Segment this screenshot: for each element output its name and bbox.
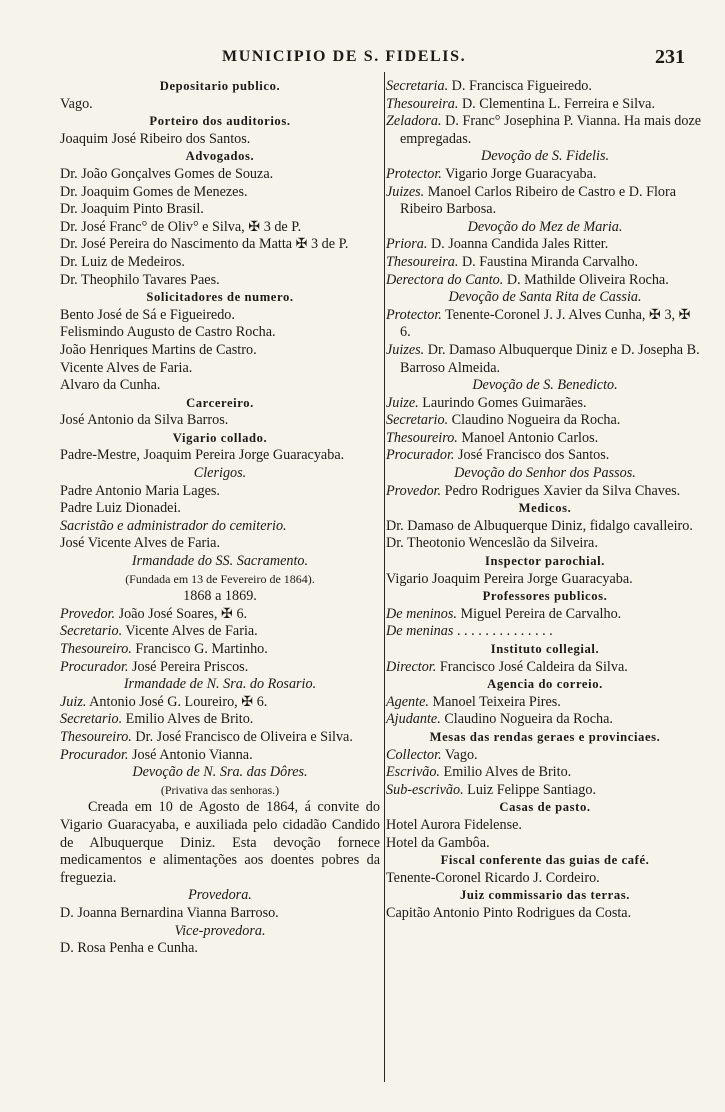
page-header (0, 46, 725, 72)
entry-line (386, 447, 704, 465)
entry-role: Thesoureiro. (60, 728, 132, 745)
entry-line (60, 641, 380, 659)
entry-text: Dr. Damaso Albuquerque Diniz e D. Josepha B. Barroso Almeida. (400, 341, 700, 376)
entry-text: Miguel Pereira de Carvalho. (460, 605, 622, 622)
entry-text: Vicente Alves de Faria. (60, 359, 193, 376)
entry-line (60, 940, 380, 958)
entry-text: Irmandade de N. Sra. do Rosario. (123, 676, 317, 693)
entry-line (386, 184, 704, 219)
entry-text: Creada em 10 de Agosto de 1864, á convite do Vigario Guaracyaba, e auxiliada pelo cidadão Candido de Albuquerque Diniz. Esta devoção fornece medicamentos e alimentações aos doentes pobres da freguezia. (60, 799, 380, 886)
entry-text: D. Joanna Bernardina Vianna Barroso. (60, 904, 279, 921)
entry-line (60, 659, 380, 677)
entry-text: Manoel Antonio Carlos. (461, 429, 599, 446)
entry-line (386, 817, 704, 835)
entry-line (386, 518, 704, 536)
section-heading (386, 641, 704, 659)
entry-line (60, 588, 380, 606)
section-heading (386, 553, 704, 571)
entry-line (60, 412, 380, 430)
subsection-heading (386, 377, 704, 395)
section-heading (386, 588, 704, 606)
entry-role: Provedor. (386, 482, 442, 499)
entry-text: Manoel Teixeira Pires. (432, 693, 561, 710)
entry-text: Luiz Felippe Santiago. (467, 781, 597, 798)
entry-line (60, 219, 380, 237)
entry-text: Fiscal conferente das guias de café. (440, 853, 650, 868)
entry-text: Felismindo Augusto de Castro Rocha. (60, 324, 276, 341)
entry-role: Secretario. (60, 623, 123, 640)
entry-line (386, 571, 704, 589)
entry-text: Francisco José Caldeira da Silva. (439, 658, 628, 675)
entry-text: Vicente Alves de Faria. (125, 623, 258, 640)
entry-role: Secretario. (386, 412, 449, 429)
entry-text: Dr. Joaquim Pinto Brasil. (60, 201, 204, 218)
entry-role: Thesoureiro. (60, 641, 132, 657)
entry-text: Dr. Joaquim Gomes de Menezes. (60, 183, 248, 200)
subsection-heading (60, 764, 380, 782)
entry-text: Hotel Aurora Fidelense. (386, 816, 522, 833)
entry-text: Instituto collegial. (490, 642, 600, 656)
entry-line (386, 535, 704, 553)
entry-text: Devoção de S. Fidelis. (480, 148, 610, 165)
entry-line (60, 96, 380, 114)
entry-role: Juize. (386, 394, 419, 411)
entry-line (386, 78, 704, 96)
subsection-heading (60, 465, 380, 483)
entry-text: Vigario Joaquim Pereira Jorge Guaracyaba. (386, 570, 633, 587)
entry-text: Juiz commissario das terras. (460, 888, 630, 903)
entry-text: Clerigos. (193, 465, 247, 482)
entry-line (386, 166, 704, 184)
section-heading (60, 430, 380, 448)
entry-role: Provedor. (60, 605, 116, 622)
entry-text: Francisco G. Martinho. (135, 641, 268, 657)
entry-text: Carcereiro. (186, 395, 254, 410)
entry-text: Padre Luiz Dionadei. (60, 500, 181, 517)
entry-text: D. Clementina L. Ferreira e Silva. (461, 95, 655, 112)
entry-text: . . . . . . . . . . . . . . (456, 623, 553, 640)
entry-text: Bento José de Sá e Figueiredo. (60, 306, 235, 323)
entry-role: Procurador. (60, 658, 129, 675)
entry-line (60, 623, 380, 641)
entry-text: Manoel Carlos Ribeiro de Castro e D. Flora Ribeiro Barbosa. (400, 183, 677, 218)
section-heading (60, 78, 380, 96)
entry-text: Laurindo Gomes Guimarães. (422, 394, 587, 411)
section-heading (60, 289, 380, 307)
entry-text: Padre-Mestre, Joaquim Pereira Jorge Guaracyaba. (60, 447, 345, 464)
running-title: MUNICIPIO DE S. FIDELIS. (222, 48, 467, 65)
entry-text: Claudino Nogueira da Rocha. (444, 711, 613, 728)
entry-text: Provedora. (188, 887, 252, 904)
entry-text: Dr. João Gonçalves Gomes de Souza. (60, 165, 274, 182)
entry-text: José Francisco dos Santos. (458, 447, 610, 464)
entry-line (60, 694, 380, 712)
entry-text: Antonio José G. Loureiro, ✠ 6. (89, 693, 268, 710)
entry-line (386, 659, 704, 677)
entry-line (60, 571, 380, 589)
entry-role: Juizes. (386, 341, 425, 358)
entry-text: Medicos. (518, 501, 572, 516)
entry-text: João José Soares, ✠ 6. (118, 605, 248, 622)
entry-line (386, 254, 704, 272)
entry-text: Emilio Alves de Brito. (443, 764, 572, 781)
entry-text: 1868 a 1869. (183, 588, 257, 605)
entry-text: D. Joanna Candida Jales Ritter. (430, 236, 609, 253)
entry-role: Juiz. (60, 693, 87, 710)
entry-text: Dr. José Francisco de Oliveira e Silva. (135, 728, 353, 745)
entry-line (60, 201, 380, 219)
entry-text: Dr. José Franc° de Oliv° e Silva, ✠ 3 de P. (60, 218, 302, 235)
entry-role: Sacristão e administrador do cemiterio. (60, 517, 287, 534)
section-heading (60, 395, 380, 413)
entry-text: Devoção do Mez de Maria. (467, 218, 623, 235)
entry-text: Dr. Theophilo Tavares Paes. (60, 271, 220, 288)
section-heading (386, 500, 704, 518)
entry-text: Joaquim José Ribeiro dos Santos. (60, 130, 251, 147)
entry-text: Devoção de N. Sra. das Dôres. (132, 764, 308, 781)
entry-line (60, 377, 380, 395)
page-number: 231 (655, 46, 685, 68)
entry-role: Secretaria. (386, 78, 449, 94)
entry-text: Pedro Rodrigues Xavier da Silva Chaves. (444, 482, 681, 499)
entry-role: Secretario. (60, 711, 123, 728)
entry-line (386, 272, 704, 290)
entry-role: Juizes. (386, 183, 425, 200)
subsection-heading (60, 887, 380, 905)
entry-role: De meninas (386, 623, 454, 640)
entry-role: Collector. (386, 746, 442, 763)
entry-text: Casas de pasto. (499, 800, 591, 815)
entry-text: Professores publicos. (482, 589, 608, 604)
entry-line (386, 764, 704, 782)
entry-line (386, 835, 704, 853)
entry-text: (Fundada em 13 de Fevereiro de 1864). (125, 571, 315, 586)
section-heading (60, 113, 380, 131)
entry-line (386, 606, 704, 624)
subsection-heading (60, 676, 380, 694)
entry-line (60, 483, 380, 501)
entry-line (386, 905, 704, 923)
entry-text: Dr. José Pereira do Nascimento da Matta ✠ 3 de P. (60, 236, 349, 253)
entry-line (60, 518, 380, 536)
entry-role: Agente. (386, 693, 429, 710)
entry-line (386, 430, 704, 448)
section-heading (386, 852, 704, 870)
entry-text: D. Franc° Josephina P. Vianna. Ha mais doze empregadas. (400, 113, 702, 147)
entry-role: Sub-escrivão. (386, 781, 464, 798)
section-heading (386, 887, 704, 905)
entry-line (386, 412, 704, 430)
entry-line (60, 342, 380, 360)
entry-text: Solicitadores de numero. (146, 290, 294, 305)
entry-text: Devoção de Santa Rita de Cassia. (448, 289, 642, 306)
entry-text: José Vicente Alves de Faria. (60, 535, 221, 552)
entry-role: Escrivão. (386, 764, 440, 781)
entry-line (60, 254, 380, 272)
entry-line (60, 747, 380, 765)
entry-line (60, 166, 380, 184)
entry-text: Vago. (60, 95, 93, 112)
entry-line (386, 236, 704, 254)
entry-text: Vago. (444, 746, 478, 763)
left-column (60, 78, 380, 958)
entry-text: Tenente-Coronel Ricardo J. Cordeiro. (386, 869, 600, 886)
entry-line (386, 307, 704, 342)
entry-text: João Henriques Martins de Castro. (60, 341, 257, 358)
subsection-heading (386, 148, 704, 166)
entry-line (386, 483, 704, 501)
entry-text: Devoção do Senhor dos Passos. (454, 465, 636, 482)
entry-line (60, 500, 380, 518)
entry-role: Derectora do Canto. (386, 271, 504, 288)
entry-role: Procurador. (386, 447, 455, 464)
entry-role: Thesoureiro. (386, 429, 458, 446)
entry-role: Director. (386, 658, 437, 675)
entry-text: Claudino Nogueira da Rocha. (451, 412, 621, 429)
entry-text: Irmandade do SS. Sacramento. (131, 553, 309, 570)
entry-role: Priora. (386, 236, 428, 253)
entry-line (60, 324, 380, 342)
entry-text: José Antonio Vianna. (132, 746, 253, 763)
subsection-heading (60, 923, 380, 941)
entry-text: Porteiro dos auditorios. (149, 114, 291, 129)
entry-line (386, 342, 704, 377)
entry-text: Dr. Theotonio Wenceslão da Silveira. (386, 535, 598, 552)
entry-line (60, 307, 380, 325)
entry-line (60, 131, 380, 149)
entry-text: Devoção de S. Benedicto. (472, 377, 618, 394)
entry-line (60, 236, 380, 254)
entry-line (60, 360, 380, 378)
entry-line (386, 782, 704, 800)
entry-line (60, 782, 380, 800)
entry-text: Tenente-Coronel J. J. Alves Cunha, ✠ 3, ✠ 6. (400, 306, 691, 341)
entry-text: D. Rosa Penha e Cunha. (60, 940, 198, 957)
entry-line (60, 184, 380, 202)
entry-text: Mesas das rendas geraes e provinciaes. (429, 729, 661, 744)
entry-text: Emilio Alves de Brito. (125, 711, 254, 728)
entry-text: Capitão Antonio Pinto Rodrigues da Costa. (386, 904, 632, 921)
entry-text: Vigario Jorge Guaracyaba. (445, 165, 597, 182)
entry-text: D. Faustina Miranda Carvalho. (461, 253, 639, 270)
entry-text: Alvaro da Cunha. (60, 377, 161, 394)
entry-text: Advogados. (185, 149, 255, 164)
paragraph (60, 799, 380, 887)
entry-text: D. Mathilde Oliveira Rocha. (506, 271, 669, 288)
entry-text: Padre Antonio Maria Lages. (60, 482, 220, 499)
entry-text: Dr. Luiz de Medeiros. (60, 253, 185, 270)
entry-line (386, 96, 704, 114)
entry-role: Procurador. (60, 746, 129, 763)
entry-line (386, 711, 704, 729)
entry-text: Depositario publico. (159, 79, 281, 93)
entry-text: Vigario collado. (172, 430, 268, 445)
entry-text: Inspector parochial. (485, 554, 605, 569)
section-heading (386, 799, 704, 817)
entry-line (60, 447, 380, 465)
entry-line (386, 395, 704, 413)
entry-text: D. Francisca Figueiredo. (451, 78, 592, 94)
entry-line (60, 606, 380, 624)
entry-line (386, 694, 704, 712)
entry-text: Dr. Damaso de Albuquerque Diniz, fidalgo cavalleiro. (386, 517, 693, 534)
subsection-heading (60, 553, 380, 571)
entry-line (60, 729, 380, 747)
entry-line (60, 535, 380, 553)
entry-text: José Antonio da Silva Barros. (60, 412, 229, 429)
entry-text: Agencia do correio. (487, 677, 603, 692)
subsection-heading (386, 289, 704, 307)
entry-role: Thesoureira. (386, 253, 459, 270)
entry-text: José Pereira Priscos. (132, 658, 249, 675)
entry-text: (Privativa das senhoras.) (160, 782, 280, 797)
entry-text: Hotel da Gambôa. (386, 834, 490, 851)
entry-role: Ajudante. (386, 711, 441, 728)
entry-line (60, 711, 380, 729)
entry-line (386, 113, 704, 148)
entry-line (386, 623, 704, 641)
entry-line (60, 272, 380, 290)
entry-role: Zeladora. (386, 113, 442, 130)
entry-role: Thesoureira. (386, 95, 459, 112)
section-heading (386, 729, 704, 747)
entry-line (386, 870, 704, 888)
subsection-heading (386, 465, 704, 483)
entry-role: Protector. (386, 306, 442, 323)
entry-role: Protector. (386, 165, 442, 182)
entry-role: De meninos. (386, 605, 457, 622)
right-column (386, 78, 704, 923)
section-heading (60, 148, 380, 166)
subsection-heading (386, 219, 704, 237)
entry-text: Vice-provedora. (174, 922, 266, 939)
section-heading (386, 676, 704, 694)
entry-line (386, 747, 704, 765)
entry-line (60, 905, 380, 923)
